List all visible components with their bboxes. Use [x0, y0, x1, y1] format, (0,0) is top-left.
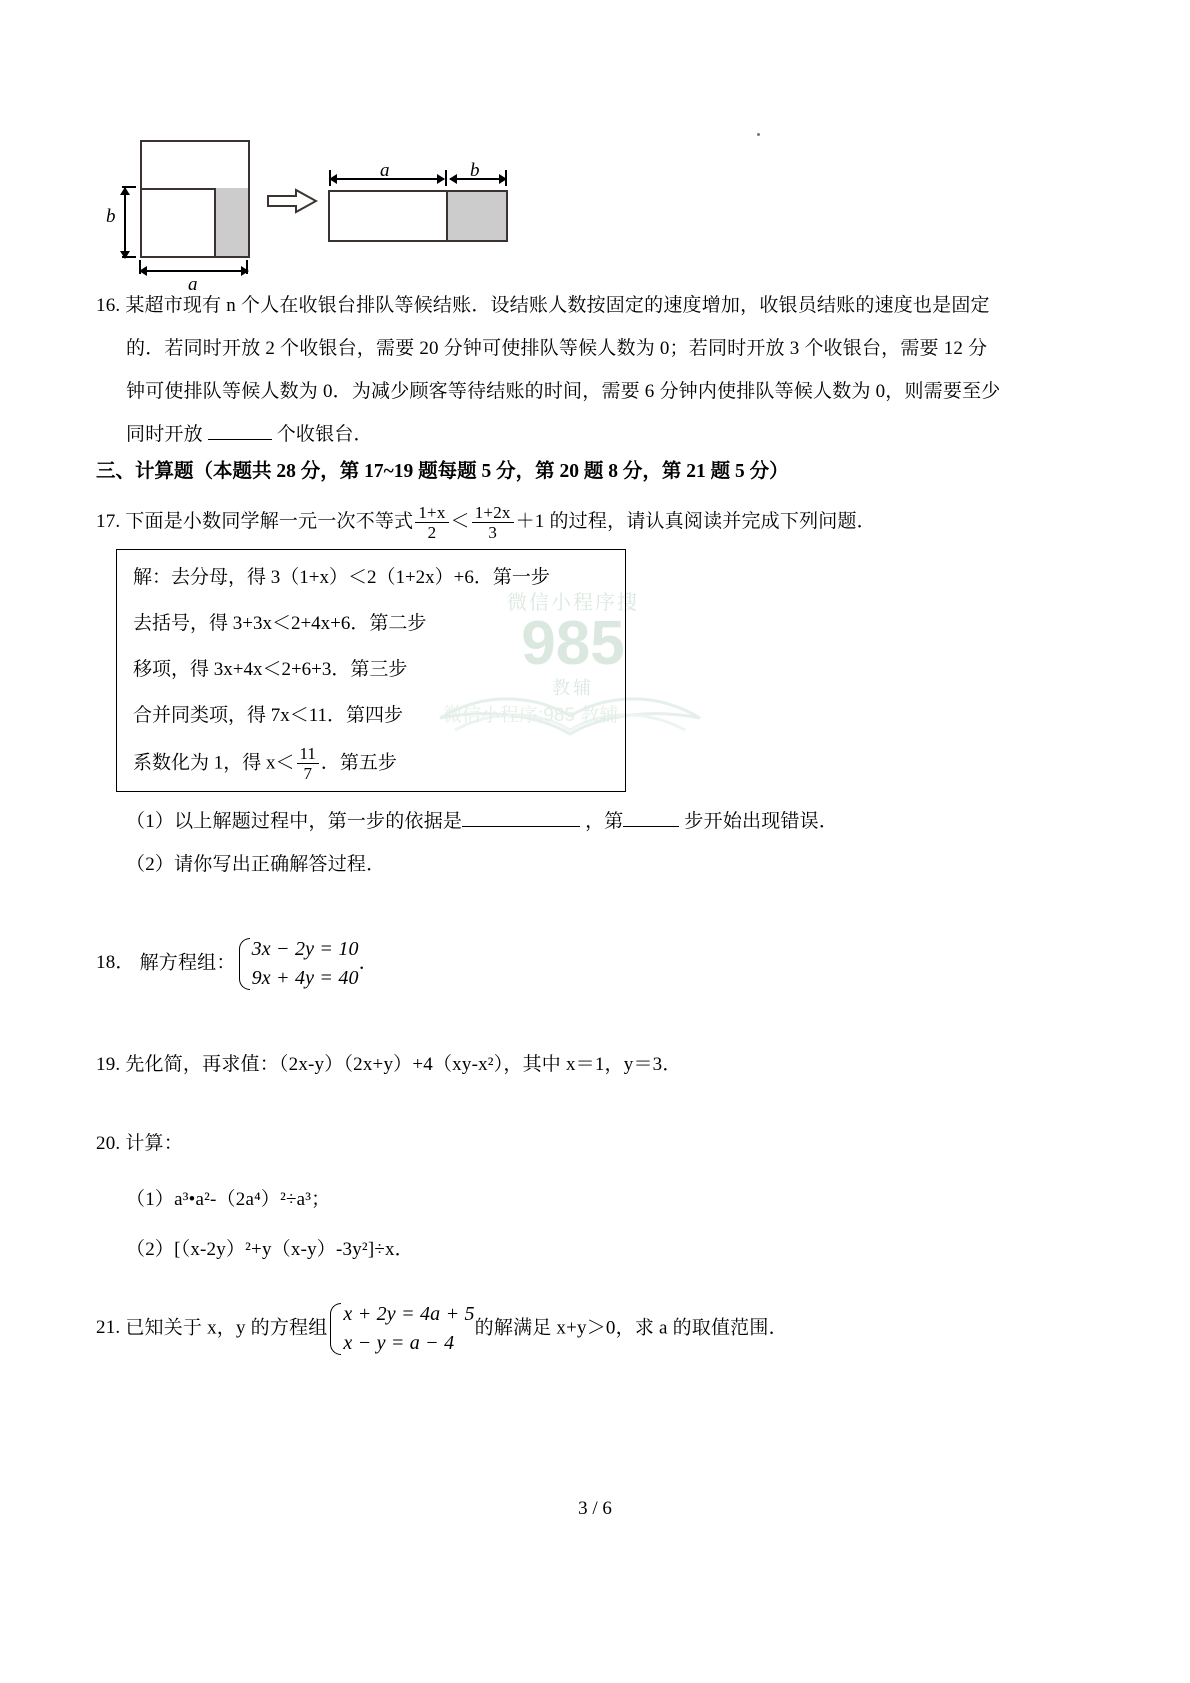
watermark-top-text: 微信小程序搜 — [507, 592, 639, 614]
question-20-sub1: （1）a³•a²‑（2a⁴）²÷a³； — [126, 1189, 331, 1210]
watermark-sub-text: 教辅 — [552, 677, 594, 698]
question-16-line3: 钟可使排队等候人数为 0．为减少顾客等待结账的时间，需要 6 分钟内使排队等候人数为 0，则需要至少 — [126, 381, 1001, 402]
frac1-numerator: 1+x — [418, 502, 446, 522]
stray-dot-mark — [757, 133, 760, 136]
question-21-eq1: x + 2y = 4a + 5 — [343, 1303, 475, 1325]
shaded-rectangle — [214, 188, 248, 256]
question-20-number: 20. — [96, 1133, 121, 1154]
solution-step-2: 去括号，得 3+3x＜2+4x+6．第二步 — [133, 613, 427, 634]
question-17-sub1-b: ，第 — [585, 811, 624, 832]
question-16-line4-post: 个收银台． — [276, 424, 373, 445]
question-17 — [96, 500, 1106, 543]
figure-rectangle-diagram — [328, 160, 508, 250]
geometry-figure — [106, 130, 538, 295]
question-20-sub2: （2）[（x‑2y）²+y（x‑y）‑3y²]÷x． — [126, 1239, 414, 1260]
question-18-label: 解方程组： — [139, 952, 236, 974]
frac2-numerator: 1+2x — [474, 502, 511, 522]
solution-step-1: 解：去分母，得 3（1+x）＜2（1+2x）+6．第一步 — [133, 567, 550, 588]
question-17-sub1 — [126, 800, 1126, 843]
result-shaded-part — [446, 190, 508, 242]
question-19 — [96, 1043, 1096, 1086]
question-17-sub1-a: （1）以上解题过程中，第一步的依据是 — [126, 811, 463, 832]
question-17-sub2: （2）请你写出正确解答过程． — [126, 854, 386, 875]
answer-blank-q16[interactable] — [208, 423, 272, 440]
figure-square-diagram — [106, 140, 250, 295]
question-20-label: 计算： — [125, 1133, 183, 1154]
question-20 — [96, 1122, 896, 1165]
label-b-left: b — [106, 206, 116, 227]
question-18-eq2: 9x + 4y = 40 — [251, 967, 359, 989]
question-18-period: ． — [358, 952, 378, 974]
frac2-denominator: 3 — [472, 522, 514, 542]
label-b-right: b — [470, 160, 480, 181]
fraction-1-plus-x-over-2 — [415, 503, 448, 542]
solution-step-5-pre: 系数化为 1，得 x＜ — [133, 752, 295, 774]
question-16-line4-row — [126, 413, 1106, 456]
question-17-solution-box — [116, 549, 626, 792]
question-18-eq1: 3x − 2y = 10 — [251, 938, 359, 960]
question-21-eq2: x − y = a − 4 — [343, 1332, 455, 1354]
solution-step-4: 合并同类项，得 7x＜11．第四步 — [133, 705, 404, 726]
solution-step-3: 移项，得 3x+4x＜2+6+3．第三步 — [133, 659, 408, 680]
question-17-tail-expr: ＋1 — [515, 511, 545, 532]
label-a-bottom: a — [188, 274, 198, 295]
equation-system-18 — [236, 935, 359, 993]
solution-step-5-post: ．第五步 — [320, 752, 397, 774]
question-21-number: 21. — [96, 1317, 121, 1339]
b-dimension-arrow — [124, 188, 126, 258]
answer-blank-q17-basis[interactable] — [462, 810, 580, 827]
question-21 — [96, 1300, 1106, 1358]
question-19-number: 19. — [96, 1054, 121, 1075]
frac1-denominator: 2 — [415, 522, 448, 542]
answer-blank-q17-step[interactable] — [623, 810, 679, 827]
question-16-line4-pre: 同时开放 — [126, 424, 203, 445]
fraction-1-plus-2x-over-3 — [472, 503, 514, 542]
equation-system-21 — [327, 1300, 474, 1358]
question-17-number: 17. — [96, 511, 121, 532]
question-18-number: 18． — [96, 952, 135, 974]
question-17-text-post: 的过程，请认真阅读并完成下列问题． — [549, 511, 876, 532]
question-16-line1: 某超市现有 n 个人在收银台排队等候结账．设结账人数按固定的速度增加，收银员结账的速度也是固定 — [125, 295, 990, 316]
frac3-denominator: 7 — [297, 763, 319, 783]
question-16-number: 16. — [96, 295, 121, 316]
page-footer: 3 / 6 — [578, 1498, 612, 1519]
question-16 — [96, 284, 1106, 327]
a-dimension-arrow — [140, 270, 248, 272]
fraction-11-over-7 — [297, 744, 319, 783]
section-3-heading: 三、计算题（本题共 28 分，第 17~19 题每题 5 分，第 20 题 8 分，第 21 题 5 分） — [96, 461, 789, 482]
label-a-right: a — [380, 160, 390, 181]
dim-tick-mid — [445, 170, 447, 186]
solution-step-5 — [133, 744, 397, 783]
question-16-line3-row — [126, 370, 1106, 413]
question-19-text: 先化简，再求值：（2x‑y）（2x+y）+4（xy‑x²），其中 x＝1，y＝3． — [125, 1054, 682, 1075]
inequality-relation: ＜ — [450, 511, 470, 532]
question-16-line2-row — [126, 327, 1106, 370]
question-17-text-pre: 下面是小数同学解一元一次不等式 — [125, 511, 414, 532]
question-21-text-post: 的解满足 x+y＞0，求 a 的取值范围． — [474, 1317, 788, 1339]
question-21-text-pre: 已知关于 x，y 的方程组 — [125, 1317, 328, 1339]
question-17-sub1-c: 步开始出现错误． — [684, 811, 839, 832]
transform-arrow-icon — [266, 188, 318, 214]
question-16-line2: 的．若同时开放 2 个收银台，需要 20 分钟可使排队等候人数为 0；若同时开放 3 个收银台，需要 12 分 — [126, 338, 988, 359]
watermark-line-text: 微信小程序:985 教辅 — [443, 705, 619, 726]
question-18 — [96, 935, 796, 993]
watermark-big-text: 985 — [521, 609, 625, 678]
frac3-numerator: 11 — [299, 744, 316, 763]
